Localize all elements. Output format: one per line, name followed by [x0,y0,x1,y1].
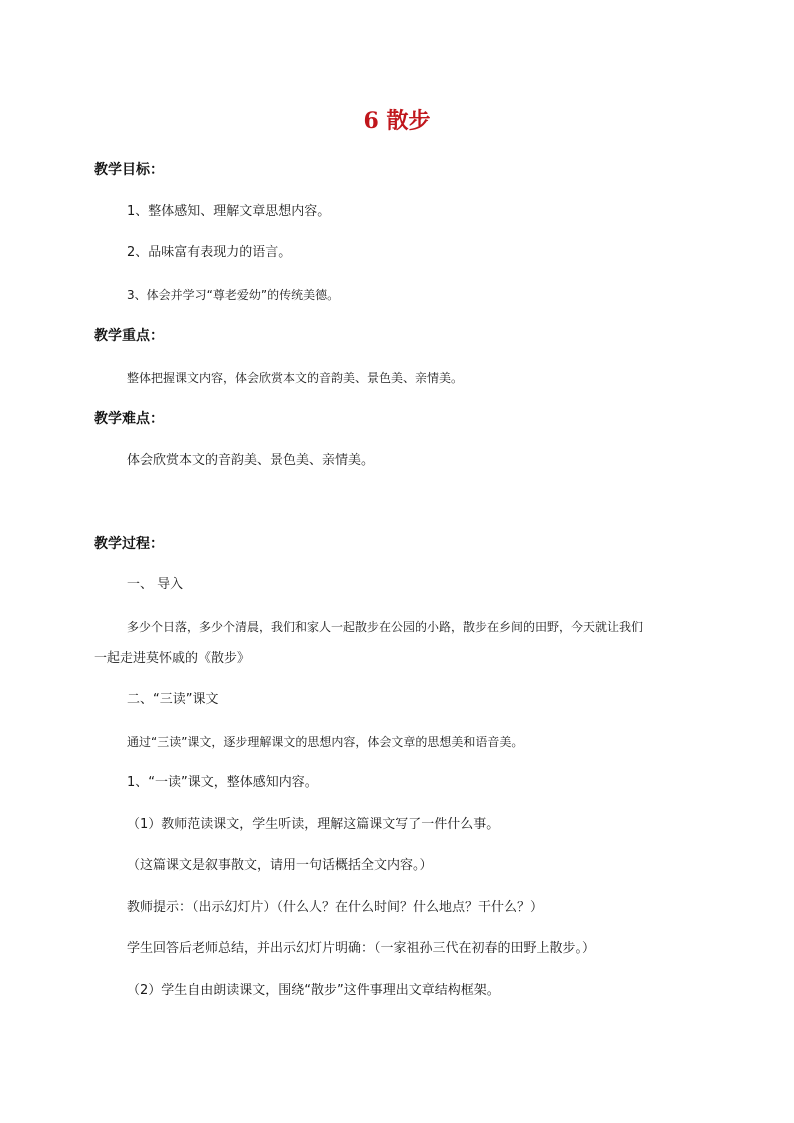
objective-item-1: 1、整体感知、理解文章思想内容。 [127,204,331,219]
teacher-hint: 教师提示：（出示幻灯片）（什么人？在什么时间？什么地点？干什么？） [127,900,544,915]
objective-item-3: 3、体会并学习“尊老爱幼”的传统美德。 [127,288,340,302]
step1-title: 1、“一读”课文，整体感知内容。 [127,775,318,790]
section1-title: 一、 导入 [127,577,184,592]
step1-b: （2）学生自由朗读课文，围绕“散步”这件事理出文章结构框架。 [127,983,500,998]
step1-a-note: （这篇课文是叙事散文，请用一句话概括全文内容。） [127,858,433,873]
section2-intro: 通过“三读”课文，逐步理解课文的思想内容，体会文章的思想美和语音美。 [127,735,524,749]
difficulties-heading: 教学难点： [94,411,164,427]
section2-title: 二、“三读”课文 [127,692,219,707]
objectives-heading: 教学目标： [94,162,164,178]
section1-text-line2: 一起走进莫怀戚的《散步》 [94,651,251,666]
student-answer: 学生回答后老师总结，并出示幻灯片明确：（一家祖孙三代在初春的田野上散步。） [127,941,596,956]
step1-a: （1）教师范读课文，学生听读，理解这篇课文写了一件什么事。 [127,817,500,832]
key-points-heading: 教学重点： [94,328,164,344]
page-title: 6 散步 [363,108,431,134]
key-points-text: 整体把握课文内容，体会欣赏本文的音韵美、景色美、亲情美。 [127,371,464,385]
difficulties-text: 体会欣赏本文的音韵美、景色美、亲情美。 [127,453,375,468]
objective-item-2: 2、品味富有表现力的语言。 [127,245,292,260]
section1-text-line1: 多少个日落，多少个清晨，我们和家人一起散步在公园的小路，散步在乡间的田野，今天就让我们 [127,620,644,634]
process-heading: 教学过程： [94,536,164,552]
